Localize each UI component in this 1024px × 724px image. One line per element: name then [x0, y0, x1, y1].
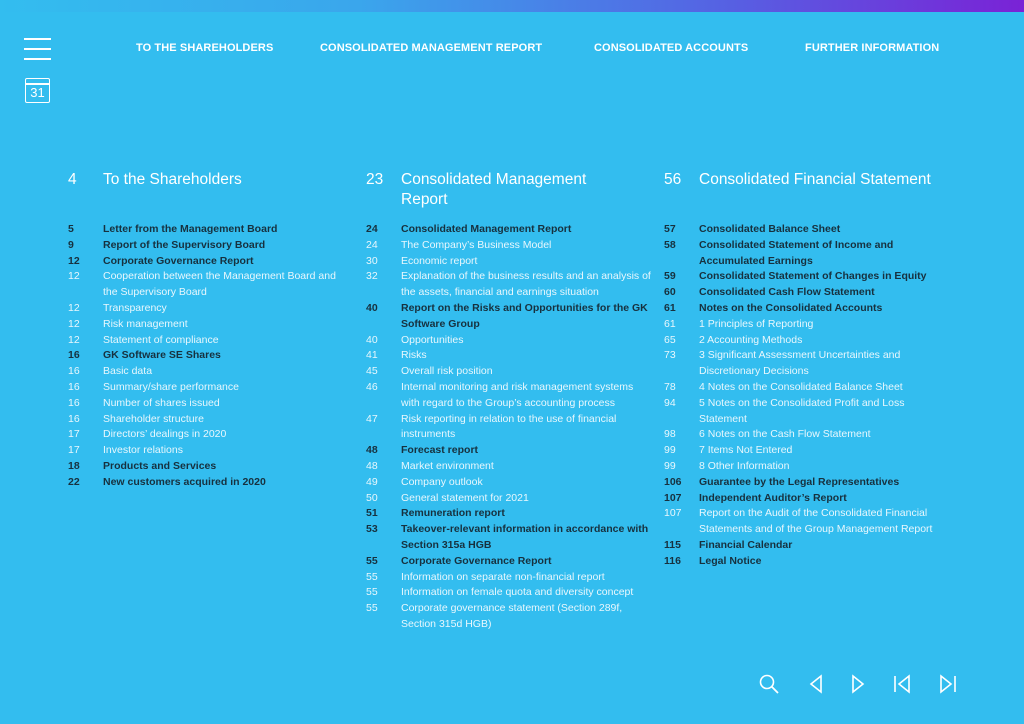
previous-page-icon[interactable]: [806, 673, 828, 695]
entry-title: Economic report: [401, 254, 478, 267]
toc-entry[interactable]: [664, 317, 952, 333]
toc-entry[interactable]: [664, 396, 952, 428]
section-title: Consolidated Management Report: [401, 171, 587, 208]
entry-title: Opportunities: [401, 333, 464, 346]
entry-title: Financial Calendar: [699, 538, 793, 551]
toc-entry[interactable]: [664, 333, 952, 349]
toc-entry[interactable]: [366, 522, 652, 554]
entry-page-number: 49: [366, 475, 378, 488]
calendar-day: 31: [30, 85, 45, 100]
section-page-number: 56: [664, 171, 682, 188]
toc-entry[interactable]: [366, 459, 652, 475]
nav-to-the-shareholders[interactable]: TO THE SHAREHOLDERS: [136, 42, 274, 54]
entry-title: GK Software SE Shares: [103, 349, 221, 362]
entry-page-number: 32: [366, 270, 378, 283]
entry-page-number: 17: [68, 428, 80, 441]
entry-title: Corporate Governance Report: [103, 254, 254, 267]
entry-title: Products and Services: [103, 459, 217, 472]
entry-page-number: 46: [366, 380, 378, 393]
section-heading[interactable]: [366, 170, 652, 210]
entry-page-number: 99: [664, 459, 676, 472]
entry-page-number: 40: [366, 301, 378, 314]
entry-title: Legal Notice: [699, 554, 762, 567]
toc-entry[interactable]: [664, 348, 952, 380]
entry-title: Report of the Supervisory Board: [103, 238, 266, 251]
entry-page-number: 61: [664, 301, 676, 314]
toc-column-financial-statement: [664, 170, 952, 567]
entry-page-number: 53: [366, 523, 378, 536]
entry-page-number: 16: [68, 349, 80, 362]
toc-entry[interactable]: [68, 364, 353, 380]
entry-page-number: 16: [68, 396, 80, 409]
toc-entry[interactable]: [68, 427, 353, 443]
entry-title: The Company’s Business Model: [401, 238, 552, 251]
entry-page-number: 59: [664, 270, 676, 283]
entry-title: 8 Other Information: [699, 459, 790, 472]
toc-entry[interactable]: [68, 412, 353, 428]
toc-entry[interactable]: [366, 585, 652, 601]
menu-icon[interactable]: [24, 38, 51, 60]
entry-page-number: 30: [366, 254, 378, 267]
toc-entry[interactable]: [664, 269, 952, 285]
entry-page-number: 12: [68, 270, 80, 283]
toc-entry[interactable]: [366, 348, 652, 364]
entry-title: Risk management: [103, 317, 188, 330]
next-page-icon[interactable]: [848, 673, 870, 695]
toc-entry[interactable]: [366, 222, 652, 238]
top-gradient-bar: [0, 0, 1024, 12]
section-page-number: 23: [366, 171, 384, 188]
section-title: To the Shareholders: [103, 171, 242, 188]
toc-entry[interactable]: [366, 333, 652, 349]
entry-title: Notes on the Consolidated Accounts: [699, 301, 883, 314]
entry-title: Consolidated Statement of Income and Accumulated Earnings: [699, 238, 894, 267]
toc-entry[interactable]: [664, 222, 952, 238]
entry-title: Consolidated Management Report: [401, 223, 572, 235]
entry-page-number: 17: [68, 444, 80, 457]
calendar-icon[interactable]: [25, 78, 50, 103]
entry-title: 3 Significant Assessment Uncertainties and Discretionary Decisions: [699, 349, 901, 378]
toc-entry[interactable]: [664, 285, 952, 301]
toc-entries: [366, 222, 652, 633]
entry-title: Cooperation between the Management Board and the Supervisory Board: [103, 270, 336, 299]
nav-further-information[interactable]: FURTHER INFORMATION: [805, 42, 940, 54]
toc-entry[interactable]: [664, 443, 952, 459]
toc-entry[interactable]: [68, 317, 353, 333]
entry-title: Overall risk position: [401, 365, 493, 378]
first-page-icon[interactable]: [892, 673, 914, 695]
toc-entry[interactable]: [366, 554, 652, 570]
entry-page-number: 48: [366, 444, 378, 457]
nav-consolidated-management-report[interactable]: CONSOLIDATED MANAGEMENT REPORT: [320, 42, 543, 54]
entry-title: Information on separate non-financial report: [401, 570, 605, 583]
entry-title: 4 Notes on the Consolidated Balance Sheet: [699, 380, 903, 393]
entry-page-number: 9: [68, 238, 74, 251]
entry-page-number: 12: [68, 317, 80, 330]
entry-title: Consolidated Statement of Changes in Equity: [699, 270, 927, 283]
entry-title: Internal monitoring and risk management systems with regard to the Group’s accounting process: [401, 380, 634, 409]
toc-entry[interactable]: [664, 301, 952, 317]
search-icon[interactable]: [758, 673, 780, 695]
entry-title: Corporate governance statement (Section 289f, Section 315d HGB): [401, 602, 623, 630]
entry-page-number: 98: [664, 428, 676, 441]
toc-entry[interactable]: [366, 491, 652, 507]
entry-title: Consolidated Cash Flow Statement: [699, 286, 875, 299]
toc-entry[interactable]: [664, 380, 952, 396]
toc-entry[interactable]: [68, 459, 353, 475]
entry-title: 6 Notes on the Cash Flow Statement: [699, 428, 871, 441]
entry-title: Independent Auditor’s Report: [699, 491, 847, 504]
entry-page-number: 50: [366, 491, 378, 504]
entry-page-number: 99: [664, 444, 676, 457]
entry-page-number: 24: [366, 238, 378, 251]
toc-entry[interactable]: [366, 254, 652, 270]
entry-page-number: 16: [68, 412, 80, 425]
toc-entry[interactable]: [68, 396, 353, 412]
entry-title: 2 Accounting Methods: [699, 333, 803, 346]
section-heading[interactable]: [68, 170, 353, 210]
toc-entry[interactable]: [366, 506, 652, 522]
entry-page-number: 60: [664, 286, 676, 299]
entry-title: Company outlook: [401, 475, 483, 488]
toc-entry[interactable]: [68, 222, 353, 238]
toc-entry[interactable]: [366, 380, 652, 412]
toc-entry[interactable]: [366, 269, 652, 301]
toc-column-management-report: [366, 170, 652, 630]
entry-page-number: 12: [68, 254, 80, 267]
toc-entry[interactable]: [68, 238, 353, 254]
entry-page-number: 55: [366, 570, 378, 583]
entry-title: Summary/share performance: [103, 380, 239, 393]
toc-entries: [68, 222, 353, 491]
entry-title: Forecast report: [401, 444, 479, 457]
entry-title: New customers acquired in 2020: [103, 475, 266, 488]
toc-entry[interactable]: [68, 348, 353, 364]
entry-title: Statement of compliance: [103, 333, 219, 346]
toc-entry[interactable]: [366, 301, 652, 333]
entry-page-number: 18: [68, 459, 80, 472]
entry-page-number: 61: [664, 317, 676, 330]
entry-page-number: 94: [664, 396, 676, 409]
toc-entry[interactable]: [68, 475, 353, 491]
toc-entry[interactable]: [664, 459, 952, 475]
toc-entry[interactable]: [366, 412, 652, 444]
toc-entry[interactable]: [664, 427, 952, 443]
toc-entry[interactable]: [366, 238, 652, 254]
entry-title: Corporate Governance Report: [401, 554, 552, 567]
toc-entry[interactable]: [664, 506, 952, 538]
entry-page-number: 55: [366, 586, 378, 599]
entry-page-number: 78: [664, 380, 676, 393]
entry-page-number: 57: [664, 223, 676, 235]
entry-title: Report on the Risks and Opportunities for the GK Software Group: [401, 301, 648, 330]
entry-title: 7 Items Not Entered: [699, 444, 793, 457]
entry-page-number: 73: [664, 349, 676, 362]
entry-page-number: 45: [366, 365, 378, 378]
toc-entry[interactable]: [366, 570, 652, 586]
entry-page-number: 107: [664, 491, 682, 504]
entry-page-number: 22: [68, 475, 80, 488]
toc-entry[interactable]: [68, 269, 353, 301]
entry-title: Number of shares issued: [103, 396, 220, 409]
toc-column-shareholders: [68, 170, 353, 488]
entry-title: 5 Notes on the Consolidated Profit and Loss Statement: [699, 396, 905, 425]
entry-title: Guarantee by the Legal Representatives: [699, 475, 900, 488]
entry-page-number: 16: [68, 365, 80, 378]
entry-page-number: 48: [366, 459, 378, 472]
entry-page-number: 51: [366, 507, 378, 520]
entry-title: Shareholder structure: [103, 412, 204, 425]
entry-page-number: 5: [68, 223, 74, 235]
toc-entry[interactable]: [664, 554, 952, 570]
toc-entry[interactable]: [68, 380, 353, 396]
entry-title: Risk reporting in relation to the use of financial instruments: [401, 412, 617, 441]
toc-entry[interactable]: [366, 443, 652, 459]
toc-entries: [664, 222, 952, 570]
entry-page-number: 65: [664, 333, 676, 346]
entry-title: 1 Principles of Reporting: [699, 317, 814, 330]
section-page-number: 4: [68, 171, 77, 188]
toc-entry[interactable]: [664, 238, 952, 270]
entry-page-number: 107: [664, 507, 682, 520]
entry-page-number: 106: [664, 475, 682, 488]
toc-entry[interactable]: [366, 601, 652, 633]
entry-title: Remuneration report: [401, 507, 505, 520]
entry-page-number: 24: [366, 223, 378, 235]
entry-page-number: 12: [68, 333, 80, 346]
entry-page-number: 55: [366, 602, 378, 615]
entry-title: Basic data: [103, 365, 153, 378]
toc-entry[interactable]: [664, 491, 952, 507]
toc-entry[interactable]: [366, 364, 652, 380]
entry-title: Takeover-relevant information in accordance with Section 315a HGB: [401, 523, 649, 551]
entry-page-number: 116: [664, 554, 681, 567]
toc-entry[interactable]: [68, 301, 353, 317]
entry-title: Letter from the Management Board: [103, 223, 278, 235]
entry-title: Information on female quota and diversity concept: [401, 586, 634, 599]
toc-entry[interactable]: [664, 538, 952, 554]
entry-page-number: 47: [366, 412, 378, 425]
entry-title: Directors’ dealings in 2020: [103, 428, 227, 441]
entry-title: Investor relations: [103, 444, 183, 457]
entry-title: Report on the Audit of the Consolidated Financial Statements and of the Group Management Report: [699, 507, 933, 536]
entry-title: Explanation of the business results and an analysis of the assets, financial and earnings situation: [401, 270, 651, 299]
nav-consolidated-accounts[interactable]: CONSOLIDATED ACCOUNTS: [594, 42, 749, 54]
entry-title: Consolidated Balance Sheet: [699, 223, 841, 235]
last-page-icon[interactable]: [936, 673, 958, 695]
entry-title: General statement for 2021: [401, 491, 529, 504]
entry-page-number: 16: [68, 380, 80, 393]
entry-page-number: 55: [366, 554, 378, 567]
entry-title: Transparency: [103, 301, 167, 314]
entry-title: Market environment: [401, 459, 494, 472]
toc-entry[interactable]: [68, 254, 353, 270]
entry-page-number: 115: [664, 538, 681, 551]
entry-page-number: 58: [664, 238, 676, 251]
toc-entry[interactable]: [68, 443, 353, 459]
entry-page-number: 12: [68, 301, 80, 314]
section-heading[interactable]: [664, 170, 952, 210]
entry-title: Risks: [401, 349, 427, 362]
entry-page-number: 40: [366, 333, 378, 346]
entry-page-number: 41: [366, 349, 378, 362]
toc-entry[interactable]: [366, 475, 652, 491]
toc-entry[interactable]: [68, 333, 353, 349]
section-title: Consolidated Financial Statement: [699, 171, 931, 188]
toc-entry[interactable]: [664, 475, 952, 491]
